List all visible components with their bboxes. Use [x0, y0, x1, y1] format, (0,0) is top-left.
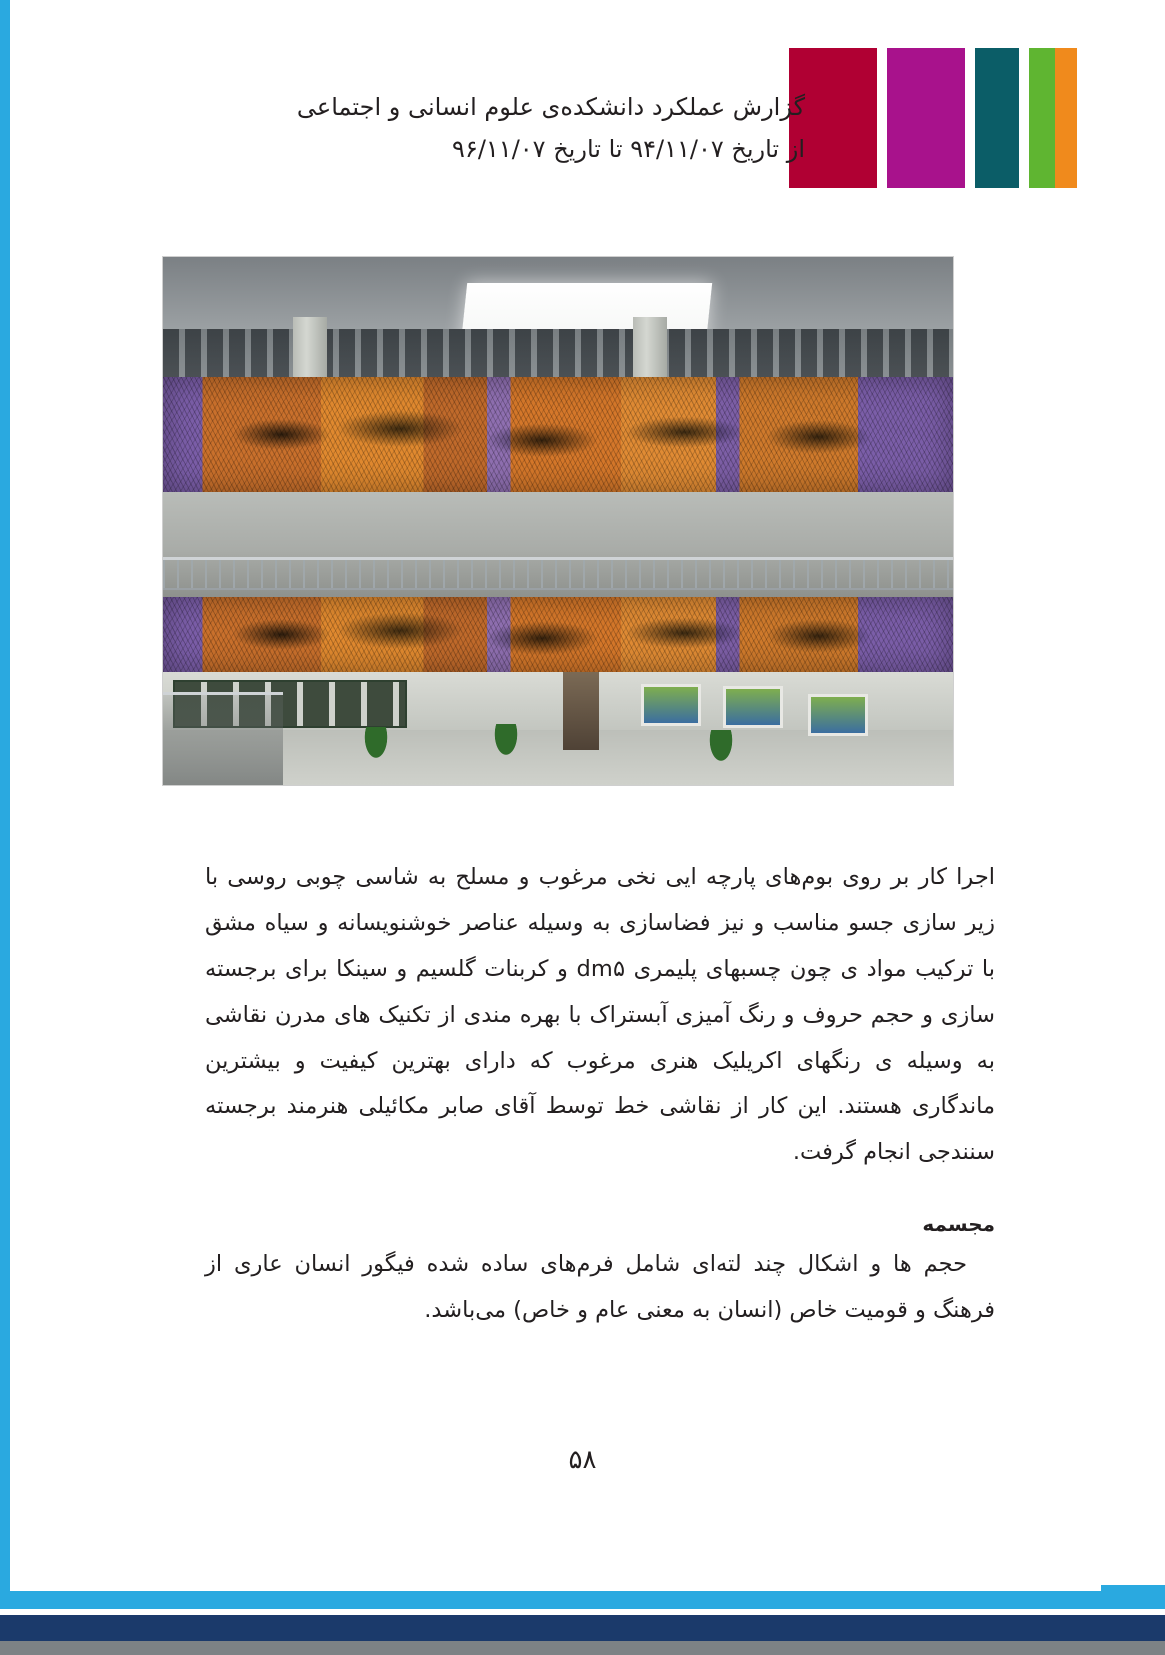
header-title-line-2: از تاریخ ۹۴/۱۱/۰۷ تا تاریخ ۹۶/۱۱/۰۷: [452, 135, 805, 163]
photo-balcony-railing: [163, 557, 953, 590]
footer-bar-cyan: [0, 1591, 1165, 1609]
photo-foreground-railing: [163, 692, 283, 785]
footer-bar-grey: [0, 1641, 1165, 1655]
photo-upper-windows: [163, 329, 953, 377]
photo-wall-painting-3: [808, 694, 868, 736]
header-bar-orange: [1055, 48, 1077, 188]
page-number: ۵۸: [568, 1445, 597, 1475]
header-bar-gap-3: [877, 48, 887, 188]
photo-wall-painting-2: [723, 686, 783, 728]
left-edge-accent-bar: [0, 0, 10, 1655]
section-subheading-sculpture: مجسمه: [922, 1212, 995, 1237]
header-title-block: [297, 86, 805, 170]
page-footer: [0, 1585, 1165, 1655]
body-paragraph-2: حجم ها و اشکال چند لته‌ای شامل فرم‌های ساده شده فیگور انسان عاری از فرهنگ و قومیت خاص (انسان به معنی عام و خاص) می‌باشد.: [205, 1251, 995, 1324]
page-header: [0, 48, 1165, 188]
body-paragraph-1: اجرا کار بر روی بوم‌های پارچه ایی نخی مرغوب و مسلح به شاسی چوبی روسی با زیر سازی جسو مناسب و نیز فضاسازی به وسیله عناصر خوشنویسانه و سیاه مشق با ترکیب مواد ی چون چسبهای پلیمری dm۵ و کربنات گلسیم و سینکا برای برجسته سازی و حجم حروف و رنگ آمیزی آبستراک با بهره مندی از تکنیک های مدرن نقاشی به وسیله ی رنگهای اکریلیک هنری مرغوب که دارای بهترین کیفیت و بیشترین ماندگاری هستند. این کار از نقاشی خط توسط آقای صابر مکائیلی هنرمند برجسته سنندجی انجام گرفت.: [205, 864, 995, 1166]
figure-photograph: [162, 256, 954, 786]
photo-wall-painting-1: [641, 684, 701, 726]
photo-plant-3: [708, 730, 734, 764]
photo-mural-upper: [163, 377, 953, 492]
photo-scene: [163, 257, 953, 785]
header-bar-gap-2: [965, 48, 975, 188]
header-bar-teal: [975, 48, 1019, 188]
header-title-line-1: گزارش عملکرد دانشکده‌ی علوم انسانی و اجتماعی: [296, 93, 805, 121]
photo-plant-2: [493, 724, 519, 758]
header-bar-green: [1029, 48, 1055, 188]
footer-bar-navy: [0, 1615, 1165, 1641]
photo-plant-1: [363, 727, 389, 761]
page-body: [205, 855, 995, 1340]
header-bar-gap-1: [1019, 48, 1029, 188]
photo-ground-door: [563, 672, 599, 750]
header-color-bars: [789, 48, 1077, 188]
photo-mural-lower: [163, 597, 953, 672]
header-bar-magenta: [887, 48, 965, 188]
